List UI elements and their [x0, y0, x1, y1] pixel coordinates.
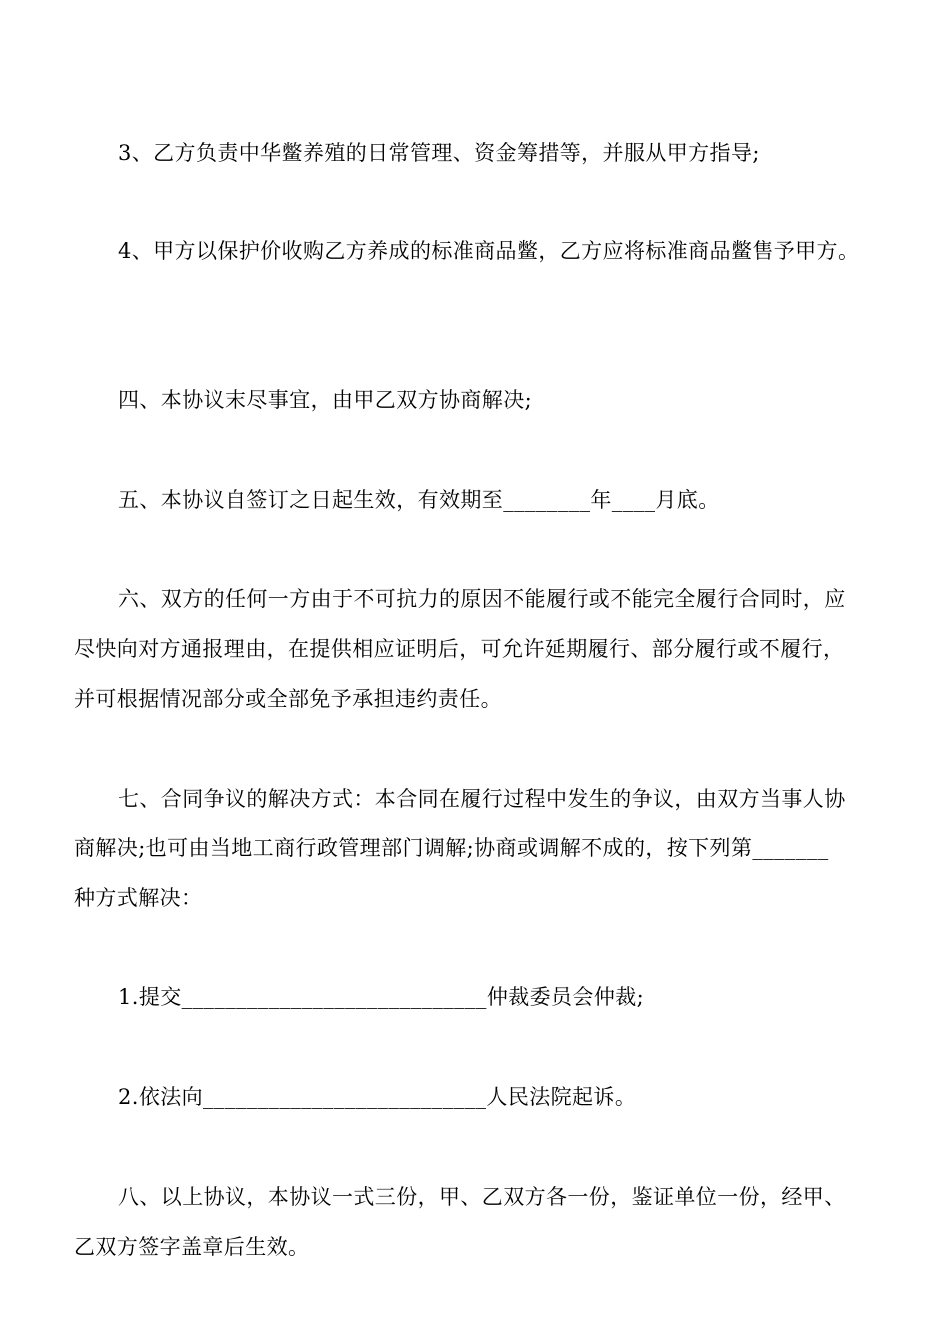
clause-7-option-2: 2.依法向__________________________人民法院起诉。: [118, 1085, 637, 1109]
clause-7-line-1: 七、合同争议的解决方式：本合同在履行过程中发生的争议，由双方当事人协: [118, 787, 846, 811]
clause-6-line-1: 六、双方的任何一方由于不可抗力的原因不能履行或不能完全履行合同时，应: [118, 587, 846, 611]
paragraph-4-line-1: 4、甲方以保护价收购乙方养成的标准商品鳖，乙方应将标准商品鳖售予甲方。: [118, 239, 860, 263]
paragraph-3-line-1: 3、乙方负责中华鳖养殖的日常管理、资金筹措等，并服从甲方指导;: [118, 141, 760, 165]
clause-8-line-1: 八、以上协议，本协议一式三份，甲、乙双方各一份，鉴证单位一份，经甲、: [118, 1185, 846, 1209]
clause-6-line-3: 并可根据情况部分或全部免予承担违约责任。: [74, 687, 502, 711]
clause-7-line-3: 种方式解决：: [74, 886, 203, 910]
clause-6-line-2: 尽快向对方通报理由，在提供相应证明后，可允许延期履行、部分履行或不履行，: [74, 637, 845, 661]
clause-4-line-1: 四、本协议末尽事宜，由甲乙双方协商解决;: [118, 388, 533, 412]
clause-8-line-2: 乙双方签字盖章后生效。: [74, 1235, 310, 1259]
clause-7-option-1: 1.提交____________________________仲裁委员会仲裁;: [118, 985, 645, 1009]
clause-5-line-1: 五、本协议自签订之日起生效，有效期至________年____月底。: [118, 488, 720, 512]
clause-7-line-2: 商解决;也可由当地工商行政管理部门调解;协商或调解不成的，按下列第_______: [74, 836, 829, 860]
